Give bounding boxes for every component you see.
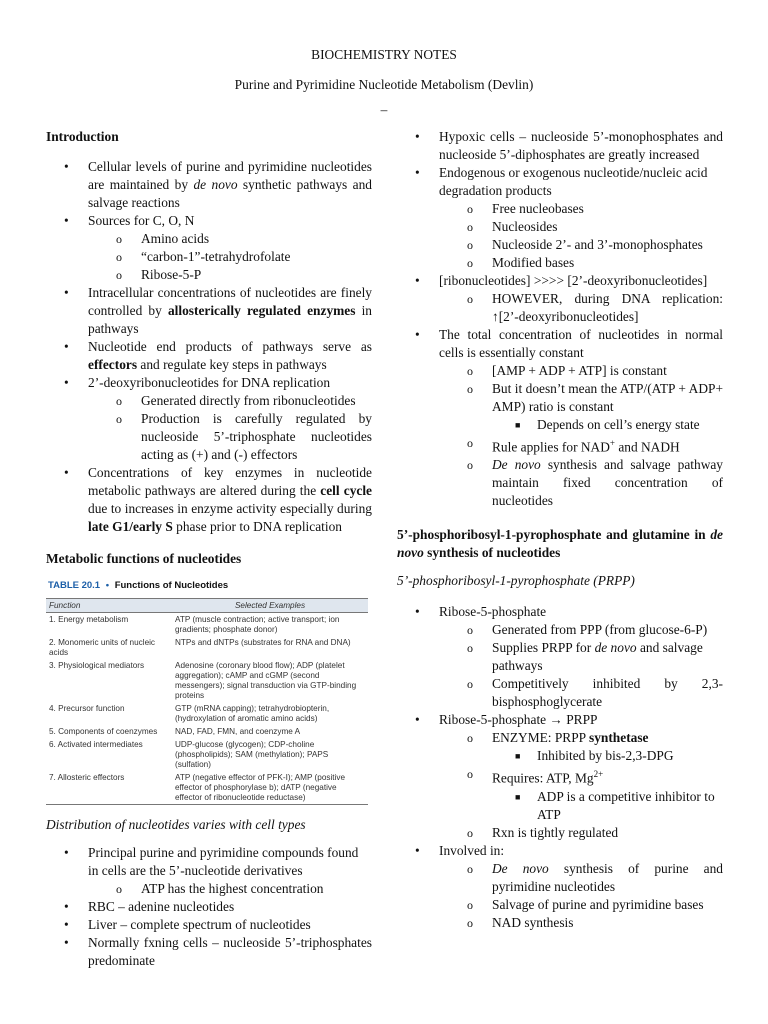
left-column	[46, 128, 372, 970]
list-item: • Hypoxic cells – nucleoside 5’-monophosphates and nucleoside 5’-diphosphates are greatly increased	[415, 129, 723, 162]
table-row	[46, 659, 368, 702]
table-cell-function: 7. Allosteric effectors	[49, 772, 125, 782]
sub-list-item: o Competitively inhibited by 2,3-bisphosphoglycerate	[467, 676, 723, 710]
table-row	[46, 771, 368, 805]
table-row	[46, 613, 368, 637]
sub-list-item: o [AMP + ADP + ATP] is constant	[467, 363, 667, 378]
sub-sub-list-item: ■ Inhibited by bis-2,3-DPG	[515, 748, 674, 764]
table-row	[46, 702, 368, 725]
sub-list-item: o Rxn is tightly regulated	[467, 824, 619, 840]
sub-list-item: o Generated from PPP (from glucose-6-P)	[467, 622, 708, 638]
list-item: • 2’-deoxyribonucleotides for DNA replication	[64, 375, 331, 390]
sub-list-item: o Modified bases	[467, 255, 575, 270]
list-item: • The total concentration of nucleotides in normal cells is essentially constant	[415, 327, 723, 360]
sub-list-item: o HOWEVER, during DNA replication: ↑[2’-deoxyribonucleotides]	[467, 291, 723, 324]
table-row	[46, 636, 368, 659]
table-cell-function: 5. Components of coenzymes	[49, 726, 158, 736]
sub-list-item: o Free nucleobases	[467, 201, 584, 216]
sub-list-item: o ATP has the highest concentration	[116, 881, 324, 896]
list-item: • Principal purine and pyrimidine compounds found in cells are the 5’-nucleotide derivatives	[64, 845, 359, 878]
list-item: • Endogenous or exogenous nucleotide/nucleic acid degradation products	[415, 165, 708, 198]
sub-list-item: o Salvage of purine and pyrimidine bases	[467, 896, 704, 912]
sub-sub-list-item: ■ ADP is a competitive inhibitor to ATP	[515, 788, 715, 822]
prpp-list	[397, 603, 723, 931]
page-title: BIOCHEMISTRY NOTES	[311, 47, 457, 62]
sub-list-item: o De novo synthesis and salvage pathway maintain fixed concentration of nucleotides	[467, 457, 724, 509]
sub-list-item: o But it doesn’t mean the ATP/(ATP + ADP+ AMP) ratio is constant	[467, 381, 723, 414]
table-row	[46, 738, 368, 771]
table-cell-examples: GTP (mRNA capping); tetrahydrobiopterin, (hydroxylation of aromatic amino acids)	[175, 703, 330, 723]
list-item: • Liver – complete spectrum of nucleotides	[64, 917, 311, 932]
distribution-list	[46, 844, 372, 970]
table-cell-examples: Adenosine (coronary blood flow); ADP (platelet aggregation); cAMP and cGMP (second messengers); signal transduction via GTP-binding proteins	[175, 660, 357, 700]
sub-list-item: o “carbon-1”-tetrahydrofolate	[116, 249, 291, 264]
right-column	[397, 128, 723, 932]
list-item: • Ribose-5-phosphate → PRPP	[415, 712, 598, 728]
title-dash: –	[380, 102, 388, 117]
sub-list-item: o Ribose-5-P	[116, 267, 202, 282]
sub-list-item: o ENZYME: PRPP synthetase	[467, 730, 649, 746]
table-body	[46, 613, 368, 805]
list-item: • Sources for C, O, N	[64, 213, 195, 228]
table-cell-examples: ATP (negative effector of PFK-I); AMP (positive effector of phosphorylase b); dATP (negative effector of ribonucleotide reductase)	[175, 772, 346, 802]
table-cell-examples: NAD, FAD, FMN, and coenzyme A	[175, 726, 301, 736]
sub-list-item: o Production is carefully regulated by nucleoside 5’-triphosphate nucleotides acting as (+) and (-) effectors	[116, 411, 372, 462]
table-cell-examples: UDP-glucose (glycogen); CDP-choline (phospholipids); SAM (methylation); PAPS (sulfation)	[175, 739, 329, 769]
sub-list-item: o Generated directly from ribonucleotides	[116, 393, 356, 408]
sub-list-item: o De novo synthesis of purine and pyrimidine nucleotides	[467, 860, 723, 894]
sub-list-item: o Requires: ATP, $Mg^{2+}$	[467, 767, 604, 786]
list-item: • Intracellular concentrations of nucleotides are finely controlled by allosterically regulated enzymes in pathways	[64, 285, 373, 336]
sub-list-item: o NAD synthesis	[467, 914, 574, 930]
table-cell-function: 4. Precursor function	[49, 703, 125, 713]
page-subtitle: Purine and Pyrimidine Nucleotide Metabolism (Devlin)	[234, 77, 534, 92]
introduction-list	[46, 158, 372, 536]
table-cell-function: 1. Energy metabolism	[49, 614, 129, 624]
list-item: • Cellular levels of purine and pyrimidine nucleotides are maintained by de novo synthetic pathways and salvage reactions	[64, 159, 372, 210]
sub-list-item: o Nucleosides	[467, 219, 558, 234]
sub-list-item: o Supplies PRPP for de novo and salvage pathways	[467, 640, 703, 674]
metabolic-functions-heading: Metabolic functions of nucleotides	[46, 551, 242, 566]
table-cell-function: 6. Activated intermediates	[49, 739, 143, 749]
introduction-heading: Introduction	[46, 129, 119, 144]
table-cell-examples: NTPs and dNTPs (substrates for RNA and DNA)	[175, 637, 351, 647]
table-cell-examples: ATP (muscle contraction; active transport; ion gradients; phosphate donor)	[175, 614, 340, 634]
sub-list-item: o Amino acids	[116, 231, 210, 246]
sub-list-item: o Nucleoside 2’- and 3’-monophosphates	[467, 237, 703, 252]
distribution-heading: Distribution of nucleotides varies with cell types	[46, 817, 306, 832]
list-item: • Ribose-5-phosphate	[415, 604, 547, 620]
sub-list-item: o Rule applies for NAD+ and NADH	[467, 436, 680, 455]
list-item: • Concentrations of key enzymes in nucleotide metabolic pathways are altered during the cell cycle due to increases in enzyme activity especially during late G1/early S phase prior to DNA replication	[64, 465, 372, 534]
prpp-glutamine-section-heading: 5’-phosphoribosyl-1-pyrophosphate and glutamine in de novo synthesis of nucleotides	[397, 527, 723, 561]
nucleotide-functions-table-figure	[46, 577, 368, 805]
list-item: • Nucleotide end products of pathways serve as effectors and regulate key steps in pathways	[64, 339, 372, 372]
table-header-function: Function	[49, 600, 81, 610]
table-row	[46, 725, 368, 738]
table-header-examples: Selected Examples	[234, 600, 306, 610]
table-caption: TABLE 20.1 • Functions of Nucleotides	[48, 580, 229, 591]
table-cell-function: 2. Monomeric units of nucleic acids	[49, 637, 156, 657]
list-item: • Involved in:	[415, 842, 505, 858]
list-item: • RBC – adenine nucleotides	[64, 899, 235, 914]
list-item: • Normally fxning cells – nucleoside 5’-triphosphates predominate	[64, 935, 372, 968]
nucleotide-functions-table	[46, 598, 368, 805]
prpp-subheading: 5’-phosphoribosyl-1-pyrophosphate (PRPP)	[397, 573, 635, 589]
table-cell-function: 3. Physiological mediators	[49, 660, 145, 670]
sub-sub-list-item: ■ Depends on cell’s energy state	[515, 417, 700, 432]
nucleotide-levels-list	[397, 128, 723, 510]
list-item: • [ribonucleotides] >>>> [2’-deoxyribonucleotides]	[415, 273, 708, 288]
